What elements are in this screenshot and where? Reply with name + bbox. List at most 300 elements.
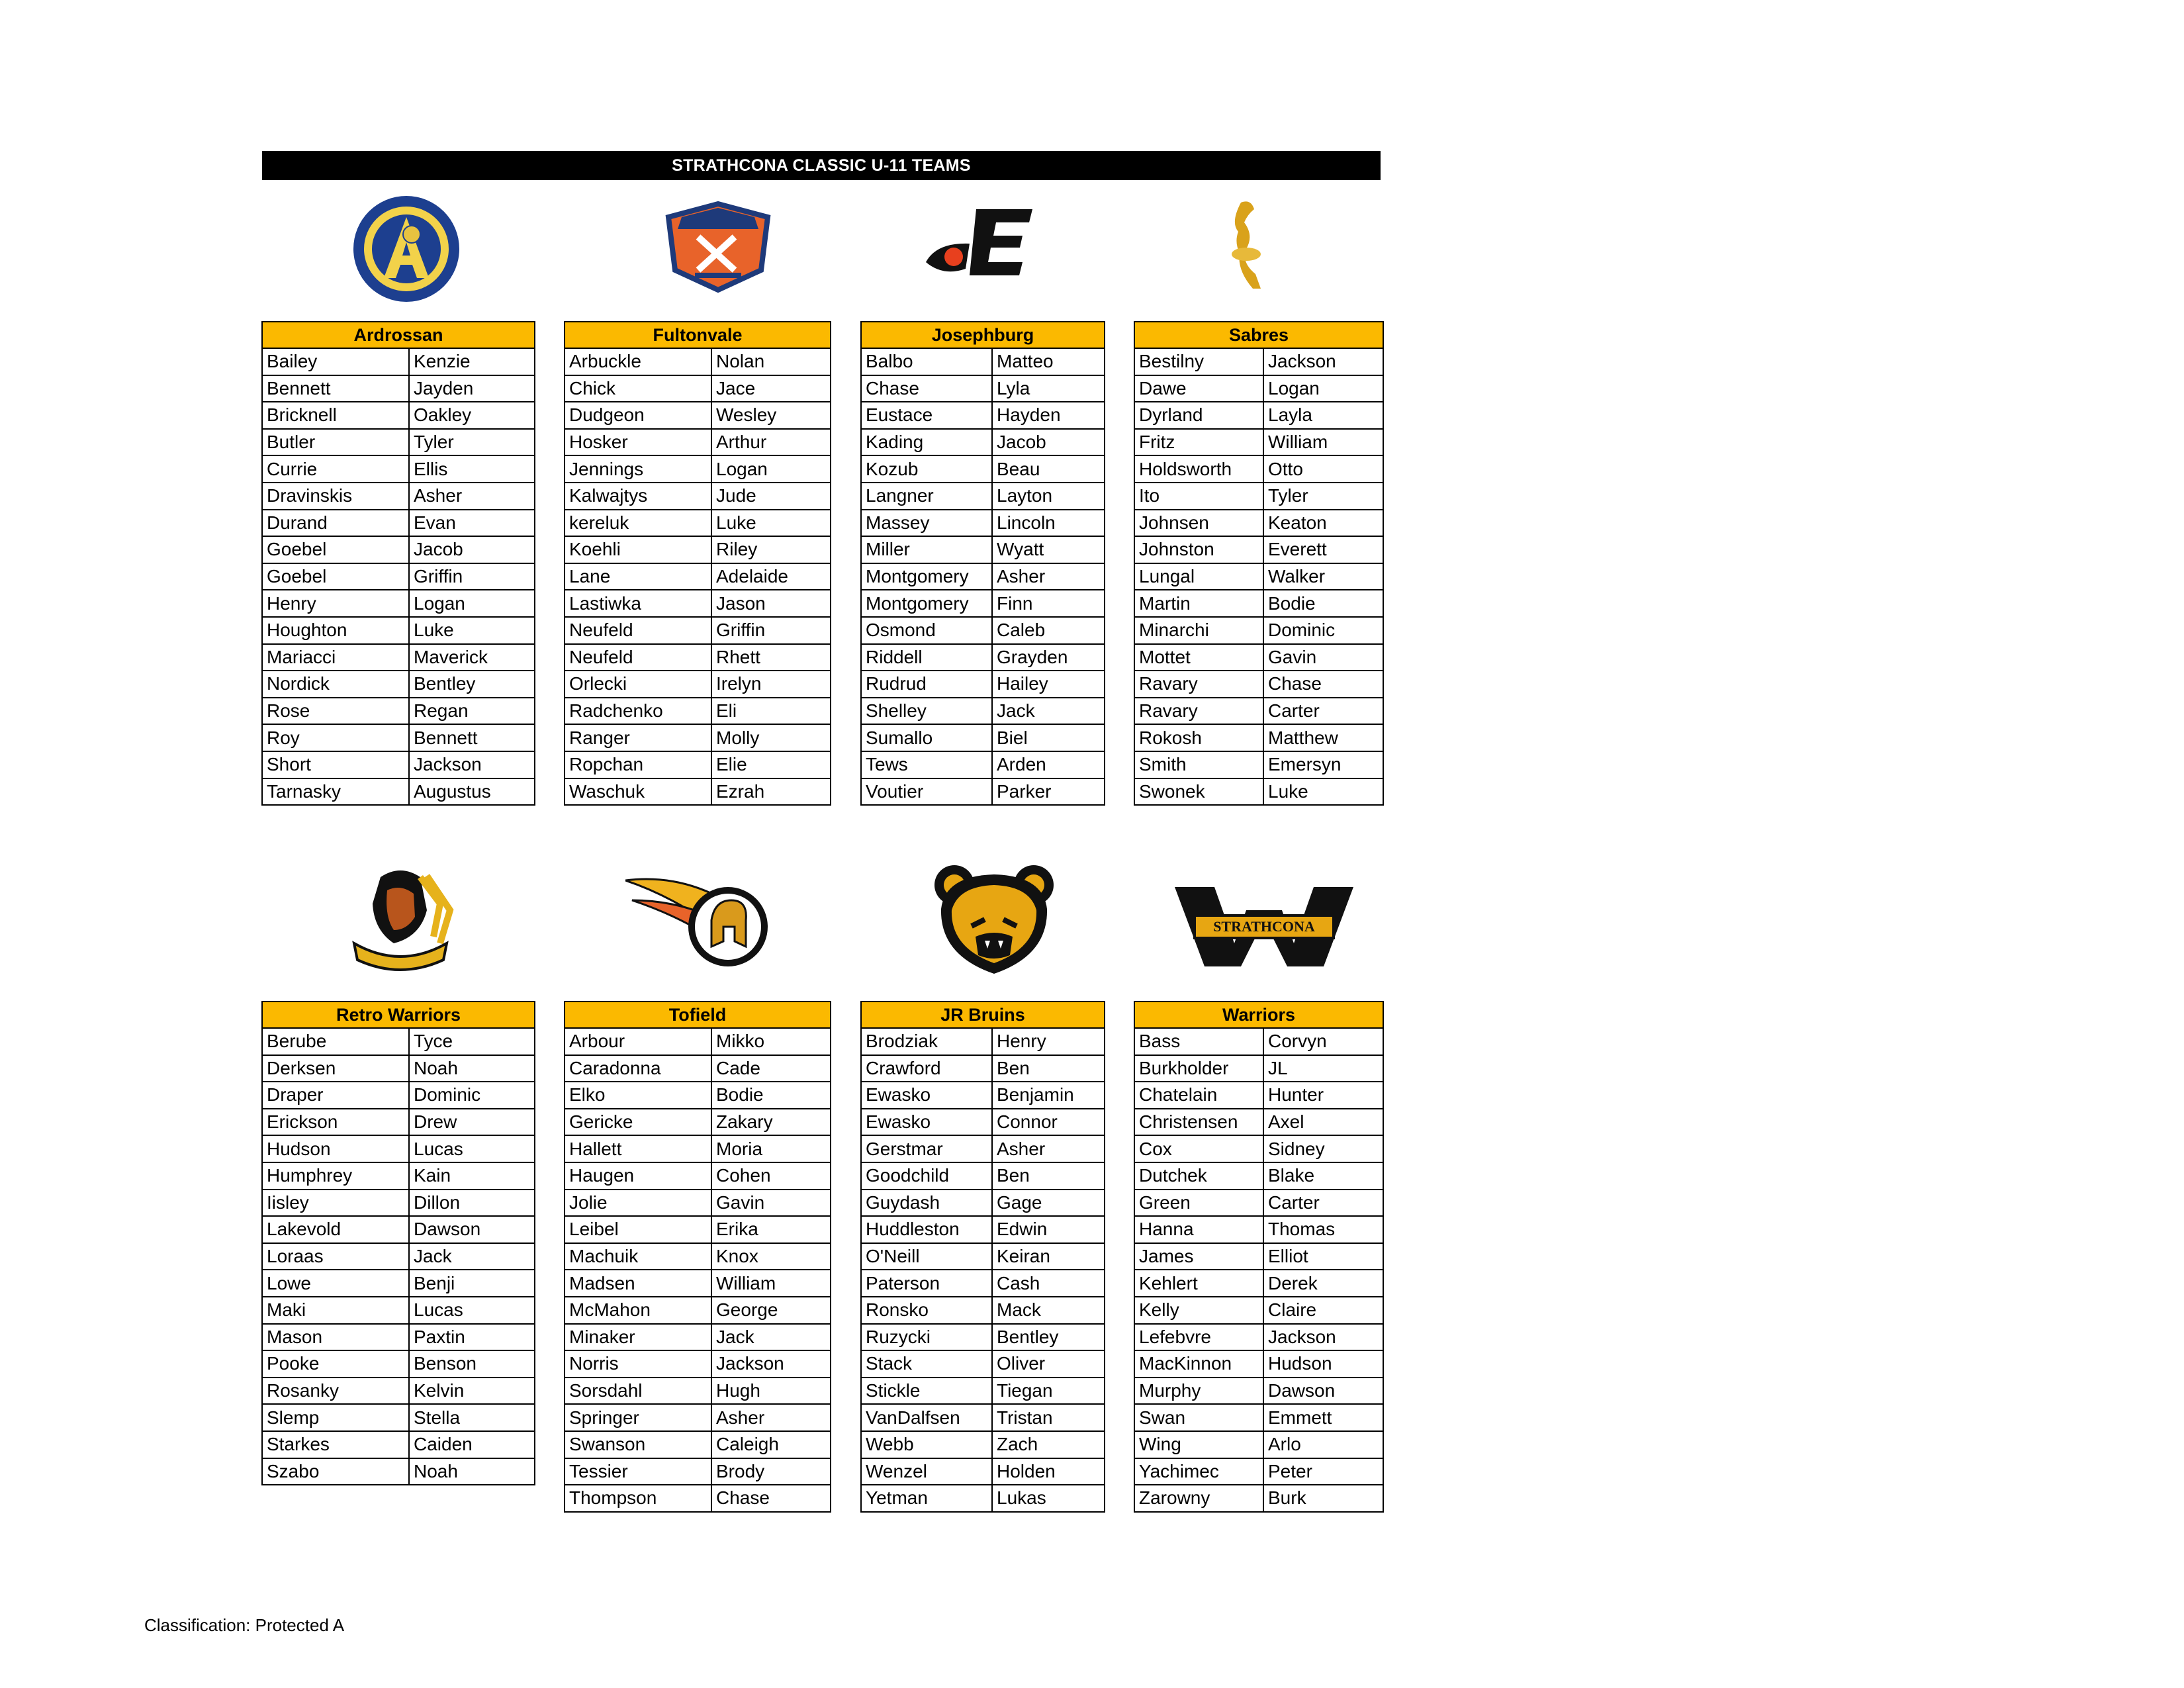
player-last-name: Bricknell [262, 402, 409, 429]
player-row [861, 483, 1105, 510]
player-last-name: Dutchek [1134, 1162, 1263, 1190]
player-last-name: Green [1134, 1190, 1263, 1217]
player-last-name: Dudgeon [565, 402, 711, 429]
retro-warriors-logo-icon [341, 864, 457, 973]
player-first-name: Brody [711, 1458, 831, 1485]
player-first-name: Keiran [992, 1243, 1105, 1270]
player-row [1134, 375, 1383, 402]
player-first-name: Jackson [409, 751, 535, 778]
player-row [262, 724, 535, 751]
player-row [565, 1082, 831, 1109]
player-last-name: Stickle [861, 1378, 992, 1405]
player-row [861, 1297, 1105, 1324]
player-first-name: Stella [409, 1404, 535, 1431]
player-last-name: Starkes [262, 1431, 409, 1458]
player-row [262, 510, 535, 537]
player-row [565, 1055, 831, 1082]
player-last-name: O'Neill [861, 1243, 992, 1270]
player-last-name: Springer [565, 1404, 711, 1431]
player-last-name: James [1134, 1243, 1263, 1270]
player-first-name: Griffin [409, 563, 535, 590]
player-last-name: Cox [1134, 1135, 1263, 1162]
player-row [565, 1350, 831, 1378]
player-last-name: Fritz [1134, 429, 1263, 456]
player-last-name: Guydash [861, 1190, 992, 1217]
player-last-name: Neufeld [565, 644, 711, 671]
player-last-name: Wenzel [861, 1458, 992, 1485]
player-row [262, 698, 535, 725]
player-last-name: Brodziak [861, 1028, 992, 1055]
player-first-name: Dawson [1263, 1378, 1383, 1405]
player-row [861, 1431, 1105, 1458]
player-first-name: Gavin [711, 1190, 831, 1217]
player-first-name: William [1263, 429, 1383, 456]
player-row [861, 1162, 1105, 1190]
player-first-name: Bentley [409, 671, 535, 698]
player-last-name: Koehli [565, 536, 711, 563]
player-row [565, 1297, 831, 1324]
player-row [1134, 1055, 1383, 1082]
player-last-name: Ravary [1134, 671, 1263, 698]
player-row [565, 1109, 831, 1136]
player-first-name: Jackson [1263, 1324, 1383, 1351]
player-first-name: Jack [992, 698, 1105, 725]
player-first-name: Henry [992, 1028, 1105, 1055]
player-last-name: Radchenko [565, 698, 711, 725]
player-last-name: Ravary [1134, 698, 1263, 725]
player-first-name: Hailey [992, 671, 1105, 698]
player-first-name: Cash [992, 1270, 1105, 1297]
player-last-name: Rokosh [1134, 724, 1263, 751]
player-row [262, 455, 535, 483]
player-first-name: Tyce [409, 1028, 535, 1055]
player-row [262, 1082, 535, 1109]
player-row [565, 348, 831, 375]
player-last-name: Berube [262, 1028, 409, 1055]
player-row [262, 1270, 535, 1297]
player-row [262, 429, 535, 456]
player-last-name: Jennings [565, 455, 711, 483]
player-first-name: Lukas [992, 1485, 1105, 1512]
player-last-name: Ewasko [861, 1082, 992, 1109]
player-row [262, 1162, 535, 1190]
player-row [565, 1458, 831, 1485]
player-first-name: Kain [409, 1162, 535, 1190]
player-last-name: Swonek [1134, 778, 1263, 806]
player-last-name: McMahon [565, 1297, 711, 1324]
player-first-name: Biel [992, 724, 1105, 751]
player-last-name: Kelly [1134, 1297, 1263, 1324]
player-first-name: Knox [711, 1243, 831, 1270]
player-first-name: Benjamin [992, 1082, 1105, 1109]
player-last-name: Kading [861, 429, 992, 456]
player-row [1134, 1135, 1383, 1162]
player-last-name: Dyrland [1134, 402, 1263, 429]
player-row [262, 1297, 535, 1324]
player-row [262, 1216, 535, 1243]
player-row [565, 671, 831, 698]
player-row [262, 1109, 535, 1136]
player-last-name: Jolie [565, 1190, 711, 1217]
player-first-name: Parker [992, 778, 1105, 806]
player-first-name: Dominic [409, 1082, 535, 1109]
player-first-name: Jayden [409, 375, 535, 402]
player-last-name: Rudrud [861, 671, 992, 698]
player-row [861, 1135, 1105, 1162]
player-row [1134, 1458, 1383, 1485]
player-row [1134, 1270, 1383, 1297]
player-row [861, 617, 1105, 644]
player-first-name: Dominic [1263, 617, 1383, 644]
player-first-name: Emersyn [1263, 751, 1383, 778]
player-last-name: Hudson [262, 1135, 409, 1162]
player-row [861, 536, 1105, 563]
player-first-name: Elie [711, 751, 831, 778]
player-last-name: Dawe [1134, 375, 1263, 402]
player-row [861, 455, 1105, 483]
player-row [565, 644, 831, 671]
player-row [1134, 1350, 1383, 1378]
player-row [1134, 455, 1383, 483]
player-row [565, 778, 831, 806]
player-first-name: Eli [711, 698, 831, 725]
player-row [565, 536, 831, 563]
player-row [1134, 778, 1383, 806]
player-first-name: Arden [992, 751, 1105, 778]
player-first-name: Carter [1263, 698, 1383, 725]
player-last-name: Montgomery [861, 563, 992, 590]
player-last-name: Kalwajtys [565, 483, 711, 510]
player-first-name: George [711, 1297, 831, 1324]
player-first-name: Grayden [992, 644, 1105, 671]
player-row [1134, 1485, 1383, 1512]
player-last-name: Crawford [861, 1055, 992, 1082]
player-first-name: Ezrah [711, 778, 831, 806]
player-first-name: Chase [711, 1485, 831, 1512]
player-first-name: Hugh [711, 1378, 831, 1405]
player-row [861, 510, 1105, 537]
player-first-name: Zach [992, 1431, 1105, 1458]
player-last-name: Zarowny [1134, 1485, 1263, 1512]
player-first-name: Hunter [1263, 1082, 1383, 1109]
player-last-name: MacKinnon [1134, 1350, 1263, 1378]
player-last-name: Kehlert [1134, 1270, 1263, 1297]
player-last-name: Goebel [262, 536, 409, 563]
player-first-name: Caleigh [711, 1431, 831, 1458]
player-row [1134, 1297, 1383, 1324]
player-row [565, 1485, 831, 1512]
player-row [1134, 429, 1383, 456]
player-first-name: Bodie [711, 1082, 831, 1109]
team-roster-fultonvale [564, 321, 831, 806]
bruins-bear-logo-icon [932, 863, 1056, 976]
player-first-name: Gage [992, 1190, 1105, 1217]
player-first-name: Derek [1263, 1270, 1383, 1297]
sabres-logo-icon [1214, 196, 1281, 295]
player-first-name: William [711, 1270, 831, 1297]
player-row [565, 1243, 831, 1270]
player-last-name: Christensen [1134, 1109, 1263, 1136]
player-first-name: Logan [1263, 375, 1383, 402]
player-row [1134, 402, 1383, 429]
player-row [262, 402, 535, 429]
player-first-name: Kenzie [409, 348, 535, 375]
player-row [262, 563, 535, 590]
player-first-name: Logan [711, 455, 831, 483]
player-row [262, 1324, 535, 1351]
player-last-name: Ranger [565, 724, 711, 751]
player-last-name: Montgomery [861, 590, 992, 617]
strathcona-logo-text: STRATHCONA [1213, 918, 1315, 935]
player-row [1134, 1404, 1383, 1431]
team-name: JR Bruins [861, 1002, 1105, 1028]
player-first-name: Adelaide [711, 563, 831, 590]
player-row [1134, 1378, 1383, 1405]
player-first-name: Noah [409, 1458, 535, 1485]
player-row [262, 671, 535, 698]
player-row [861, 1270, 1105, 1297]
player-first-name: Mikko [711, 1028, 831, 1055]
player-last-name: Elko [565, 1082, 711, 1109]
player-last-name: Swan [1134, 1404, 1263, 1431]
player-last-name: Bass [1134, 1028, 1263, 1055]
player-row [565, 402, 831, 429]
player-last-name: Yachimec [1134, 1458, 1263, 1485]
player-row [565, 1028, 831, 1055]
player-first-name: Caiden [409, 1431, 535, 1458]
player-last-name: Swanson [565, 1431, 711, 1458]
player-row [565, 1190, 831, 1217]
player-first-name: Caleb [992, 617, 1105, 644]
player-first-name: Luke [1263, 778, 1383, 806]
player-last-name: Maki [262, 1297, 409, 1324]
player-last-name: Martin [1134, 590, 1263, 617]
team-name: Ardrossan [262, 322, 535, 348]
player-first-name: Drew [409, 1109, 535, 1136]
player-first-name: Matthew [1263, 724, 1383, 751]
player-first-name: Thomas [1263, 1216, 1383, 1243]
player-first-name: Arthur [711, 429, 831, 456]
player-last-name: Bestilny [1134, 348, 1263, 375]
player-first-name: Arlo [1263, 1431, 1383, 1458]
player-row [262, 590, 535, 617]
player-row [861, 1109, 1105, 1136]
player-row [1134, 724, 1383, 751]
player-row [861, 1216, 1105, 1243]
player-row [861, 751, 1105, 778]
player-first-name: Zakary [711, 1109, 831, 1136]
player-first-name: Jack [409, 1243, 535, 1270]
player-row [262, 1243, 535, 1270]
player-first-name: Edwin [992, 1216, 1105, 1243]
player-first-name: Layton [992, 483, 1105, 510]
player-row [565, 455, 831, 483]
player-last-name: Sorsdahl [565, 1378, 711, 1405]
player-last-name: Draper [262, 1082, 409, 1109]
player-row [861, 1485, 1105, 1512]
player-first-name: Logan [409, 590, 535, 617]
player-first-name: JL [1263, 1055, 1383, 1082]
player-first-name: Beau [992, 455, 1105, 483]
player-first-name: Cade [711, 1055, 831, 1082]
player-first-name: Emmett [1263, 1404, 1383, 1431]
player-row [1134, 698, 1383, 725]
player-first-name: Ellis [409, 455, 535, 483]
player-row [1134, 536, 1383, 563]
player-row [1134, 510, 1383, 537]
player-row [861, 402, 1105, 429]
player-last-name: Lakevold [262, 1216, 409, 1243]
player-first-name: Lincoln [992, 510, 1105, 537]
player-first-name: Bentley [992, 1324, 1105, 1351]
player-row [1134, 1243, 1383, 1270]
player-row [861, 1458, 1105, 1485]
player-row [565, 1216, 831, 1243]
player-last-name: Bailey [262, 348, 409, 375]
player-row [262, 348, 535, 375]
player-first-name: Cohen [711, 1162, 831, 1190]
player-row [565, 751, 831, 778]
tofield-spartan-logo-icon [625, 867, 774, 970]
player-last-name: Langner [861, 483, 992, 510]
player-last-name: Durand [262, 510, 409, 537]
team-roster-retro-warriors [261, 1001, 535, 1485]
player-first-name: Finn [992, 590, 1105, 617]
player-last-name: Hanna [1134, 1216, 1263, 1243]
player-first-name: Benji [409, 1270, 535, 1297]
player-first-name: Noah [409, 1055, 535, 1082]
player-last-name: Ronsko [861, 1297, 992, 1324]
fultonvale-logo-icon [662, 197, 774, 297]
player-row [1134, 1109, 1383, 1136]
player-last-name: Leibel [565, 1216, 711, 1243]
player-last-name: Yetman [861, 1485, 992, 1512]
player-last-name: Sumallo [861, 724, 992, 751]
player-last-name: Lane [565, 563, 711, 590]
player-first-name: Wyatt [992, 536, 1105, 563]
player-first-name: Asher [992, 1135, 1105, 1162]
team-name: Retro Warriors [262, 1002, 535, 1028]
player-first-name: Oakley [409, 402, 535, 429]
player-last-name: Rose [262, 698, 409, 725]
team-roster-ardrossan [261, 321, 535, 806]
player-last-name: Iisley [262, 1190, 409, 1217]
player-first-name: Moria [711, 1135, 831, 1162]
player-last-name: Humphrey [262, 1162, 409, 1190]
player-row [861, 348, 1105, 375]
player-last-name: Minarchi [1134, 617, 1263, 644]
player-last-name: Derksen [262, 1055, 409, 1082]
player-row [861, 1082, 1105, 1109]
player-last-name: Goodchild [861, 1162, 992, 1190]
player-last-name: Mason [262, 1324, 409, 1351]
player-last-name: Johnsen [1134, 510, 1263, 537]
team-roster-sabres [1134, 321, 1384, 806]
player-first-name: Luke [711, 510, 831, 537]
player-last-name: Riddell [861, 644, 992, 671]
player-row [1134, 1190, 1383, 1217]
player-last-name: Gericke [565, 1109, 711, 1136]
player-row [861, 1243, 1105, 1270]
player-row [262, 1378, 535, 1405]
player-row [565, 1162, 831, 1190]
player-row [1134, 751, 1383, 778]
player-last-name: Butler [262, 429, 409, 456]
player-first-name: Everett [1263, 536, 1383, 563]
player-last-name: Miller [861, 536, 992, 563]
player-first-name: Irelyn [711, 671, 831, 698]
team-name: Josephburg [861, 322, 1105, 348]
player-first-name: Chase [1263, 671, 1383, 698]
player-row [1134, 348, 1383, 375]
player-first-name: Jace [711, 375, 831, 402]
player-row [861, 644, 1105, 671]
player-first-name: Molly [711, 724, 831, 751]
player-last-name: Loraas [262, 1243, 409, 1270]
player-first-name: Oliver [992, 1350, 1105, 1378]
player-first-name: Hayden [992, 402, 1105, 429]
player-row [861, 698, 1105, 725]
player-first-name: Jason [711, 590, 831, 617]
page-title: STRATHCONA CLASSIC U-11 TEAMS [262, 151, 1381, 180]
player-last-name: Nordick [262, 671, 409, 698]
player-first-name: Burk [1263, 1485, 1383, 1512]
player-row [565, 724, 831, 751]
player-row [565, 1378, 831, 1405]
player-row [1134, 671, 1383, 698]
player-first-name: Jackson [711, 1350, 831, 1378]
player-first-name: Matteo [992, 348, 1105, 375]
player-row [262, 1135, 535, 1162]
player-first-name: Griffin [711, 617, 831, 644]
player-first-name: Riley [711, 536, 831, 563]
player-first-name: Holden [992, 1458, 1105, 1485]
player-last-name: Ewasko [861, 1109, 992, 1136]
player-last-name: Mariacci [262, 644, 409, 671]
player-first-name: Dawson [409, 1216, 535, 1243]
team-name: Fultonvale [565, 322, 831, 348]
player-last-name: Neufeld [565, 617, 711, 644]
player-first-name: Nolan [711, 348, 831, 375]
player-last-name: Tarnasky [262, 778, 409, 806]
player-last-name: Hallett [565, 1135, 711, 1162]
player-row [861, 563, 1105, 590]
player-row [262, 1458, 535, 1485]
player-first-name: Connor [992, 1109, 1105, 1136]
player-last-name: Lungal [1134, 563, 1263, 590]
player-first-name: Elliot [1263, 1243, 1383, 1270]
player-row [565, 1431, 831, 1458]
player-row [1134, 1162, 1383, 1190]
player-last-name: Gerstmar [861, 1135, 992, 1162]
player-last-name: Erickson [262, 1109, 409, 1136]
player-first-name: Lucas [409, 1135, 535, 1162]
player-first-name: Peter [1263, 1458, 1383, 1485]
player-last-name: Arbuckle [565, 348, 711, 375]
player-row [565, 1324, 831, 1351]
player-row [1134, 483, 1383, 510]
josephburg-je-logo-icon [923, 203, 1036, 289]
player-first-name: Tyler [409, 429, 535, 456]
player-last-name: Chase [861, 375, 992, 402]
player-last-name: Osmond [861, 617, 992, 644]
player-last-name: Massey [861, 510, 992, 537]
player-first-name: Carter [1263, 1190, 1383, 1217]
strathcona-w-logo-icon [1175, 884, 1353, 970]
player-last-name: Roy [262, 724, 409, 751]
player-first-name: Ben [992, 1055, 1105, 1082]
team-roster-josephburg [860, 321, 1105, 806]
